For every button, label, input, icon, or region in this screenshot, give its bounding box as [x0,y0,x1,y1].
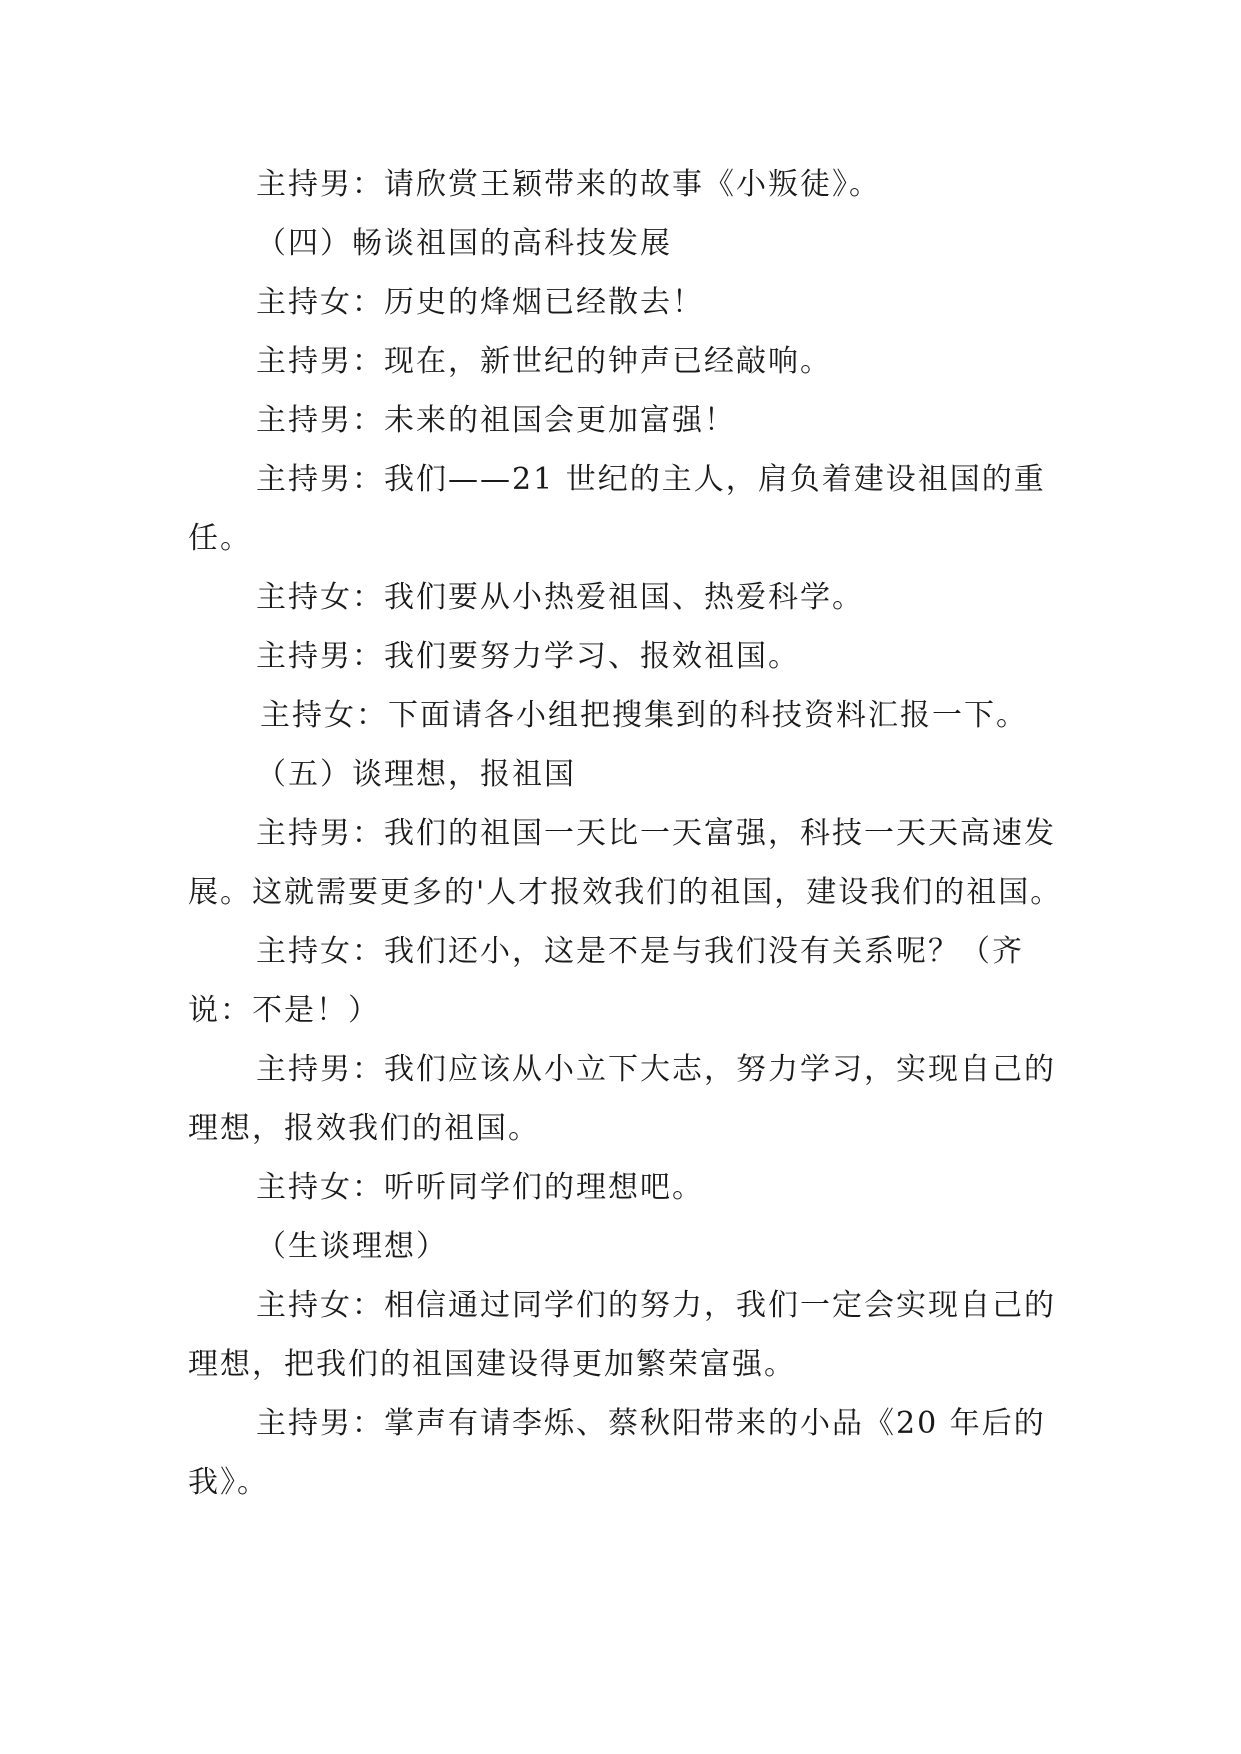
paragraph: 主持男：我们要努力学习、报效祖国。 [256,639,800,674]
paragraph: 主持女：历史的烽烟已经散去！ [256,285,704,320]
paragraph: 主持女：相信通过同学们的努力，我们一定会实现自己的理想，把我们的祖国建设得更加繁荣富强。 [188,1288,1056,1382]
paragraph: 主持男：我们应该从小立下大志，努力学习，实现自己的理想，报效我们的祖国。 [188,1052,1056,1146]
paragraph: 主持女：下面请各小组把搜集到的科技资料汇报一下。 [260,698,1028,733]
paragraph: 主持男：我们——21 世纪的主人，肩负着建设祖国的重任。 [188,462,1046,556]
paragraph: 主持女：我们还小，这是不是与我们没有关系呢？（齐说：不是！） [188,934,1024,1028]
paragraph: 主持男：未来的祖国会更加富强！ [256,403,736,438]
section-heading: （五）谈理想，报祖国 [256,757,576,792]
stage-direction: （生谈理想） [256,1229,448,1264]
section-heading: （四）畅谈祖国的高科技发展 [256,226,672,261]
paragraph: 主持男：我们的祖国一天比一天富强，科技一天天高速发展。这就需要更多的'人才报效我们的祖国，建设我们的祖国。 [188,816,1063,910]
paragraph: 主持男：掌声有请李烁、蔡秋阳带来的小品《20 年后的我》。 [188,1406,1046,1500]
document-body [188,155,1068,1512]
paragraph: 主持女：我们要从小热爱祖国、热爱科学。 [256,580,864,615]
paragraph: 主持男：请欣赏王颖带来的故事《小叛徒》。 [256,167,881,202]
paragraph: 主持男：现在，新世纪的钟声已经敲响。 [256,344,832,379]
paragraph: 主持女：听听同学们的理想吧。 [256,1170,704,1205]
